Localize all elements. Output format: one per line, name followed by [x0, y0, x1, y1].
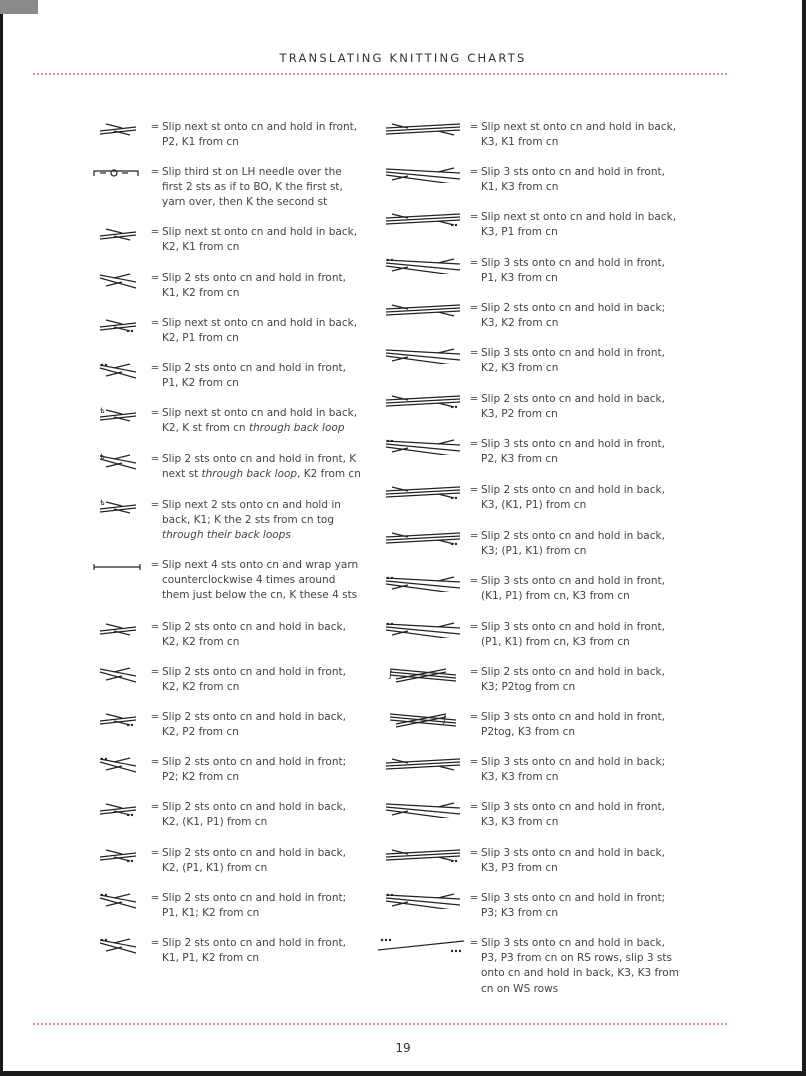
sym-3-3-rs-ws-icon [375, 936, 467, 954]
key-description: Slip 2 sts onto cn and hold in front, K1, K2 from cn [162, 272, 346, 300]
equals-sign: = [150, 937, 160, 949]
sym-2-1-rc-icon [88, 225, 148, 243]
key-description: Slip 2 sts onto cn and hold in back, K2, (P1, K1) from cn [162, 847, 346, 875]
key-description: Slip next st onto cn and hold in front, P2, K1 from cn [162, 121, 358, 149]
sym-3-1-rpc-icon [375, 210, 467, 228]
sym-1-2-rc-tbl-icon [88, 498, 148, 516]
dotted-rule-top [33, 73, 727, 75]
key-description: Slip next 2 sts onto cn and hold in back, K1; K the 2 sts from cn tog through their back loops [162, 499, 341, 542]
sym-3-1-lc-icon [375, 165, 467, 183]
svg-text:∫: ∫ [388, 670, 393, 680]
equals-sign: = [469, 211, 479, 223]
left-key-entry [88, 936, 378, 966]
key-description: Slip 2 sts onto cn and hold in front, K next st through back loop, K2 from cn [162, 453, 361, 481]
page-frame-left [0, 0, 3, 1076]
key-description: Slip 2 sts onto cn and hold in front; P1, K1; K2 from cn [162, 892, 347, 920]
key-description: Slip next st onto cn and hold in back, K2, K1 from cn [162, 226, 358, 254]
equals-sign: = [469, 892, 479, 904]
equals-sign: = [150, 756, 160, 768]
page-title: TRANSLATING KNITTING CHARTS [279, 51, 527, 65]
key-description: Slip 2 sts onto cn and hold in back; K3, K2 from cn [481, 302, 666, 330]
sym-3-2-lc-icon [375, 346, 467, 364]
right-key-entry [375, 800, 700, 830]
key-description: Slip third st on LH needle over the first 2 sts as if to BO, K the first st, yarn over, then K the second st [162, 166, 343, 209]
key-description: Slip 2 sts onto cn and hold in back, K2, P2 from cn [162, 711, 346, 739]
key-description: Slip 2 sts onto cn and hold in back, K2, K2 from cn [162, 621, 346, 649]
equals-sign: = [150, 499, 160, 511]
key-description: Slip 2 sts onto cn and hold in back, K3, P2 from cn [481, 393, 665, 421]
key-description: Slip next 4 sts onto cn and wrap yarn counterclockwise 4 times around them just below the cn, K these 4 sts [162, 559, 359, 602]
equals-sign: = [150, 317, 160, 329]
key-description: Slip 3 sts onto cn and hold in front, K2, K3 from cn [481, 347, 665, 375]
left-key-entry [88, 225, 378, 255]
equals-sign: = [150, 801, 160, 813]
key-description: Slip 3 sts onto cn and hold in front, P2tog, K3 from cn [481, 711, 665, 739]
page-number: 19 [395, 1041, 411, 1055]
equals-sign: = [150, 121, 160, 133]
right-key-entry [375, 891, 700, 921]
equals-sign: = [469, 121, 479, 133]
right-key-entry [375, 665, 700, 695]
equals-sign: = [469, 347, 479, 359]
sym-3-2-rc-p1k1-icon [375, 529, 467, 547]
sym-2-1-rpc-icon [88, 316, 148, 334]
sym-3-2-lpc-icon [375, 437, 467, 455]
left-key-entry [88, 710, 378, 740]
equals-sign: = [469, 484, 479, 496]
right-key-entry [375, 392, 700, 422]
left-key-entry [88, 120, 378, 150]
equals-sign: = [150, 407, 160, 419]
dotted-rule-bottom [33, 1023, 727, 1025]
equals-sign: = [150, 226, 160, 238]
right-key-entry [375, 210, 700, 240]
sym-wrap-4-icon [88, 558, 148, 576]
equals-sign: = [150, 847, 160, 859]
left-key-entry [88, 316, 378, 346]
right-key-entry [375, 301, 700, 331]
equals-sign: = [469, 847, 479, 859]
sym-3-2-lc-p2tog-icon [375, 710, 467, 728]
equals-sign: = [150, 166, 160, 178]
sym-2-2-lc-k1p1-icon [88, 936, 148, 954]
equals-sign: = [150, 892, 160, 904]
right-key-entry [375, 437, 700, 467]
equals-sign: = [150, 559, 160, 571]
left-key-entry [88, 800, 378, 830]
right-key-entry [375, 710, 700, 740]
page-frame-bottom [0, 1071, 806, 1076]
sym-2-1-lpc-icon [88, 361, 148, 379]
left-key-entry [88, 846, 378, 876]
left-key-entry [88, 361, 378, 391]
sym-bo-yo-icon [88, 165, 148, 183]
key-description: Slip 3 sts onto cn and hold in front; P3; K3 from cn [481, 892, 666, 920]
key-description: Slip 3 sts onto cn and hold in back, P3, P3 from cn on RS rows, slip 3 sts onto cn and hold in back, K3, K3 from cn on WS rows [481, 937, 679, 995]
left-key-entry [88, 452, 378, 482]
equals-sign: = [469, 801, 479, 813]
equals-sign: = [469, 937, 479, 949]
right-key-entry [375, 620, 700, 650]
equals-sign: = [150, 272, 160, 284]
left-key-entry [88, 891, 378, 921]
page-corner-tab [0, 0, 38, 14]
left-key-entry [88, 665, 378, 695]
sym-2-2-rpc-icon [88, 710, 148, 728]
right-key-entry [375, 483, 700, 513]
key-description: Slip next st onto cn and hold in back, K2, P1 from cn [162, 317, 358, 345]
sym-3-1-rc-icon [375, 120, 467, 138]
right-key-entry [375, 574, 700, 604]
key-description: Slip 3 sts onto cn and hold in back, K3, P3 from cn [481, 847, 665, 875]
right-key-entry [375, 256, 700, 286]
right-key-entry [375, 346, 700, 376]
equals-sign: = [469, 438, 479, 450]
equals-sign: = [150, 621, 160, 633]
key-description: Slip 3 sts onto cn and hold in front, K1, K3 from cn [481, 166, 665, 194]
key-description: Slip 3 sts onto cn and hold in back; K3, K3 from cn [481, 756, 666, 784]
key-description: Slip next st onto cn and hold in back, K3, P1 from cn [481, 211, 677, 239]
equals-sign: = [150, 362, 160, 374]
sym-3-3-rc-icon [375, 755, 467, 773]
svg-text:∫: ∫ [442, 715, 447, 725]
left-key-entry [88, 620, 378, 650]
svg-text:ѣ: ѣ [100, 407, 105, 415]
sym-2-2-rc-k1p1-icon [88, 800, 148, 818]
right-key-entry [375, 165, 700, 195]
key-description: Slip next st onto cn and hold in back, K2, K st from cn through back loop [162, 407, 358, 435]
sym-3-3-lpc-icon [375, 891, 467, 909]
equals-sign: = [469, 393, 479, 405]
sym-2-1-lc-icon [88, 271, 148, 289]
sym-2-2-rc-icon [88, 620, 148, 638]
equals-sign: = [469, 575, 479, 587]
equals-sign: = [469, 621, 479, 633]
equals-sign: = [469, 530, 479, 542]
key-description: Slip 2 sts onto cn and hold in front, P1, K2 from cn [162, 362, 346, 390]
right-key-entry [375, 529, 700, 559]
equals-sign: = [469, 666, 479, 678]
sym-3-2-rc-k1p1-icon [375, 483, 467, 501]
key-description: Slip 2 sts onto cn and hold in front, K2, K2 from cn [162, 666, 346, 694]
key-description: Slip 2 sts onto cn and hold in back, K2, (K1, P1) from cn [162, 801, 346, 829]
sym-3-2-rc-p2tog-icon [375, 665, 467, 683]
left-key-entry [88, 271, 378, 301]
key-description: Slip 2 sts onto cn and hold in back, K3; P2tog from cn [481, 666, 665, 694]
key-description: Slip 3 sts onto cn and hold in front, P1, K3 from cn [481, 257, 665, 285]
right-key-entry [375, 120, 700, 150]
svg-text:ѣ: ѣ [100, 453, 105, 461]
left-key-entry [88, 558, 378, 604]
left-key-entry [88, 406, 378, 436]
sym-3-2-lc-k1p1-icon [375, 574, 467, 592]
left-key-entry [88, 755, 378, 785]
sym-2-2-rc-p1k1-icon [88, 846, 148, 864]
right-key-entry [375, 846, 700, 876]
equals-sign: = [469, 756, 479, 768]
key-description: Slip 2 sts onto cn and hold in back, K3, (K1, P1) from cn [481, 484, 665, 512]
equals-sign: = [469, 166, 479, 178]
sym-2-2-lpc-icon [88, 755, 148, 773]
key-description: Slip 2 sts onto cn and hold in front, K1, P1, K2 from cn [162, 937, 346, 965]
sym-2-2-lc-p1k1-icon [88, 891, 148, 909]
equals-sign: = [150, 711, 160, 723]
sym-3-1-lpc-icon [375, 256, 467, 274]
equals-sign: = [150, 666, 160, 678]
sym-2-1-rc-tbl-icon [88, 406, 148, 424]
key-description: Slip 2 sts onto cn and hold in front; P2; K2 from cn [162, 756, 347, 784]
sym-2-1-lc-tbl-icon [88, 452, 148, 470]
left-key-entry [88, 165, 378, 211]
equals-sign: = [150, 453, 160, 465]
sym-2-2-lc-icon [88, 665, 148, 683]
right-key-entry [375, 936, 700, 997]
equals-sign: = [469, 257, 479, 269]
sym-3-2-rpc-icon [375, 392, 467, 410]
key-description: Slip 3 sts onto cn and hold in front, P2, K3 from cn [481, 438, 665, 466]
sym-3-3-lc-icon [375, 800, 467, 818]
equals-sign: = [469, 302, 479, 314]
key-description: Slip 3 sts onto cn and hold in front, (K1, P1) from cn, K3 from cn [481, 575, 665, 603]
sym-3-2-rc-icon [375, 301, 467, 319]
sym-3-3-rpc-icon [375, 846, 467, 864]
key-description: Slip 2 sts onto cn and hold in back, K3; (P1, K1) from cn [481, 530, 665, 558]
equals-sign: = [469, 711, 479, 723]
key-description: Slip next st onto cn and hold in back, K3, K1 from cn [481, 121, 677, 149]
svg-text:ѣ: ѣ [100, 499, 105, 507]
key-description: Slip 3 sts onto cn and hold in front, K3, K3 from cn [481, 801, 665, 829]
left-key-entry [88, 498, 378, 544]
sym-3-2-lc-p1k1-icon [375, 620, 467, 638]
sym-1-2-rc-p-icon [88, 120, 148, 138]
key-description: Slip 3 sts onto cn and hold in front, (P1, K1) from cn, K3 from cn [481, 621, 665, 649]
page-frame-right [802, 0, 806, 1076]
right-key-entry [375, 755, 700, 785]
